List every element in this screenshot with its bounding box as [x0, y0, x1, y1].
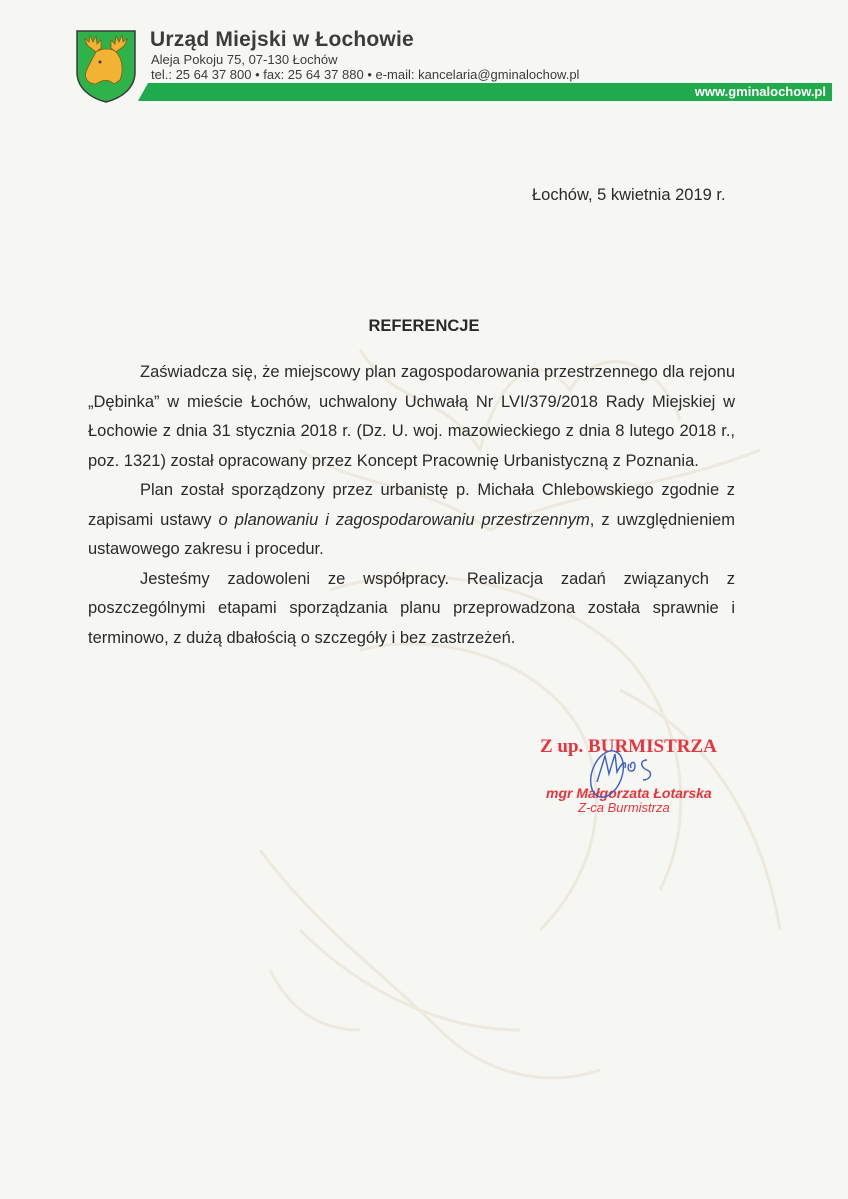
handwritten-signature-icon — [585, 742, 675, 802]
letter-body — [88, 358, 735, 653]
law-title: o planowaniu i zagospodarowaniu przestrzennym — [218, 510, 590, 529]
letter-date: Łochów, 5 kwietnia 2019 r. — [532, 186, 726, 204]
letter-title: REFERENCJE — [368, 317, 480, 335]
org-contact: tel.: 25 64 37 800 • fax: 25 64 37 880 • e-mail: kancelaria@gminalochow.pl — [151, 67, 580, 82]
org-address: Aleja Pokoju 75, 07-130 Łochów — [151, 52, 338, 67]
stamp-signatory: mgr Małgorzata Łotarska — [546, 785, 712, 801]
stamp-role: Z-ca Burmistrza — [578, 800, 670, 815]
paragraph-1: Zaświadcza się, że miejscowy plan zagospodarowania przestrzennego dla rejonu „Dębinka” w mieście Łochów, uchwalony Uchwałą Nr LVI/379/2018 Rady Miejskiej w Łochowie z dnia 31 stycznia 2018 r. (Dz. U. woj. mazowieckiego z dnia 8 lutego 2018 r., poz. 1321) został opracowany przez Koncept Pracownię Urbanistyczną z Poznania. — [88, 363, 735, 470]
letterhead — [0, 0, 848, 110]
paragraph-2-after: , z uwzględnieniem ustawowego zakresu i procedur. — [88, 510, 735, 558]
moose-crest-icon — [74, 28, 138, 104]
org-name: Urząd Miejski w Łochowie — [150, 28, 414, 51]
paragraph-2 — [88, 476, 735, 565]
stamp-authority: Z up. BURMISTRZA — [540, 736, 717, 757]
paragraph-3: Jesteśmy zadowoleni ze współpracy. Realizacja zadań związanych z poszczególnymi etapami sporządzania planu przeprowadzona została sprawnie i terminowo, z dużą dbałością o szczegóły i bez zastrzeżeń. — [88, 569, 735, 647]
website-link[interactable]: www.gminalochow.pl — [694, 84, 826, 99]
paragraph-2-before: Plan został sporządzony przez urbanistę p. Michała Chlebowskiego zgodnie z zapisami ustawy — [88, 481, 735, 529]
